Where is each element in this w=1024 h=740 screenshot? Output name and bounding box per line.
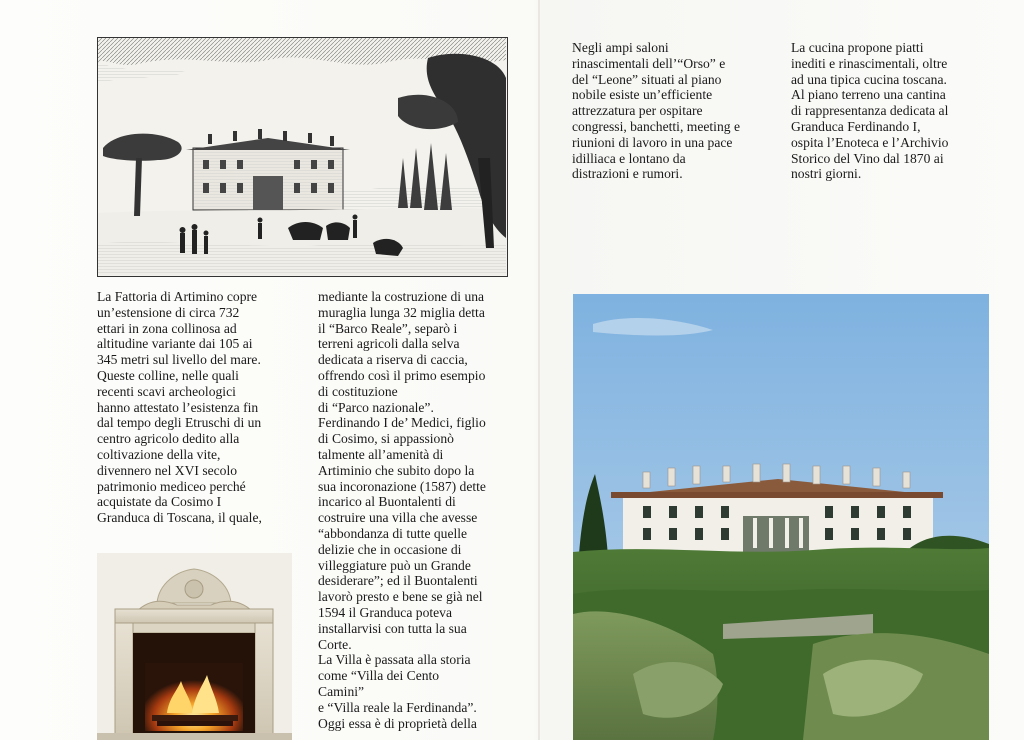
text-line: come “Villa dei Cento [318, 668, 440, 684]
text-line: il “Barco Reale”, separò i [318, 320, 458, 336]
text-line: “abbondanza di tutte quelle [318, 525, 468, 541]
text-line: Negli ampi saloni [572, 40, 669, 55]
page-fold [538, 0, 540, 740]
text-line: distrazioni e rumori. [572, 166, 683, 182]
text-line: di Cosimo, si appassionò [318, 431, 454, 447]
text-line: dedicata a riserva di caccia, [318, 352, 468, 368]
text-line: Corte. [318, 636, 352, 652]
intro-text-column-2 [318, 289, 486, 731]
text-line: Oggi essa è di proprietà della [318, 715, 477, 731]
text-line: patrimonio mediceo perché [97, 478, 246, 494]
text-line: riunioni di lavoro in una pace [572, 134, 733, 150]
text-line: desiderare”; ed il Buontalenti [318, 573, 478, 589]
text-line: ettari in zona collinosa ad [97, 320, 237, 336]
text-line: idilliaca e lontano da [572, 150, 686, 166]
text-line: di rappresentanza dedicata al [791, 103, 949, 119]
fireplace-photo [97, 553, 292, 740]
text-line: villeggiature può un Grande [318, 557, 471, 573]
text-line: talmente all’amenità di [318, 446, 444, 462]
text-line: congressi, banchetti, meeting e [572, 118, 740, 134]
text-line: rinascimentali dell’“Orso” e [572, 55, 726, 71]
text-line: dal tempo degli Etruschi di un [97, 415, 262, 431]
text-line: Granduca di Toscana, il quale, [97, 510, 262, 526]
text-line: di “Parco nazionale”. [318, 399, 434, 415]
text-line: nobile esiste un’efficiente [572, 87, 713, 103]
text-line: attrezzatura per ospitare [572, 103, 703, 119]
text-line: Al piano terreno una cantina [791, 87, 946, 103]
text-line: inediti e rinascimentali, oltre [791, 55, 948, 71]
kitchen-text-column [791, 40, 948, 182]
text-line: Queste colline, nelle quali [97, 367, 239, 383]
text-line: centro agricolo dedito alla [97, 431, 240, 447]
text-line: coltivazione della vite, [97, 446, 221, 462]
text-line: hanno attestato l’esistenza fin [97, 399, 259, 415]
text-line: Ferdinando I de’ Medici, figlio [318, 415, 486, 431]
text-line: nostri giorni. [791, 166, 862, 182]
text-line: divennero nel XVI secolo [97, 462, 238, 478]
text-line: La cucina propone piatti [791, 40, 924, 55]
text-line: lavorò presto e bene se già nel [318, 589, 483, 605]
text-line: installarvisi con tutta la sua [318, 620, 467, 636]
villa-photo [573, 294, 989, 740]
text-line: di costituzione [318, 383, 398, 399]
text-line: Camini” [318, 683, 365, 699]
text-line: ospita l’Enoteca e l’Archivio [791, 134, 949, 150]
text-line: Artiminio che subito dopo la [318, 462, 475, 478]
text-line: un’estensione di circa 732 [97, 304, 240, 320]
text-line: terreni agricoli dalla selva [318, 336, 460, 352]
text-line: altitudine variante dai 105 ai [97, 336, 253, 352]
text-line: 1594 il Granduca poteva [318, 604, 453, 620]
text-line: muraglia lunga 32 miglia detta [318, 304, 485, 320]
text-line: 345 metri sul livello del mare. [97, 352, 261, 368]
text-line: incarico al Buontalenti di [318, 494, 456, 510]
text-line: e “Villa reale la Ferdinanda”. [318, 699, 477, 715]
text-line: acquistate da Cosimo I [97, 494, 222, 510]
text-line: costruire una villa che avesse [318, 510, 478, 526]
text-line: mediante la costruzione di una [318, 289, 485, 304]
text-line: ad una tipica cucina toscana. [791, 71, 947, 87]
text-line: Granduca Ferdinando I, [791, 118, 921, 134]
text-line: Storico del Vino dal 1870 ai [791, 150, 944, 166]
text-line: recenti scavi archeologici [97, 383, 236, 399]
text-line: offrendo così il primo esempio [318, 367, 486, 383]
text-line: del “Leone” situati al piano [572, 71, 722, 87]
text-line: La Villa è passata alla storia [318, 652, 471, 668]
text-line: delizie che in occasione di [318, 541, 462, 557]
text-line: sua incoronazione (1587) dette [318, 478, 486, 494]
services-text-column [572, 40, 740, 182]
text-line: La Fattoria di Artimino copre [97, 289, 258, 304]
engraving-villa-image [97, 37, 508, 277]
intro-text-column-1 [97, 289, 262, 526]
